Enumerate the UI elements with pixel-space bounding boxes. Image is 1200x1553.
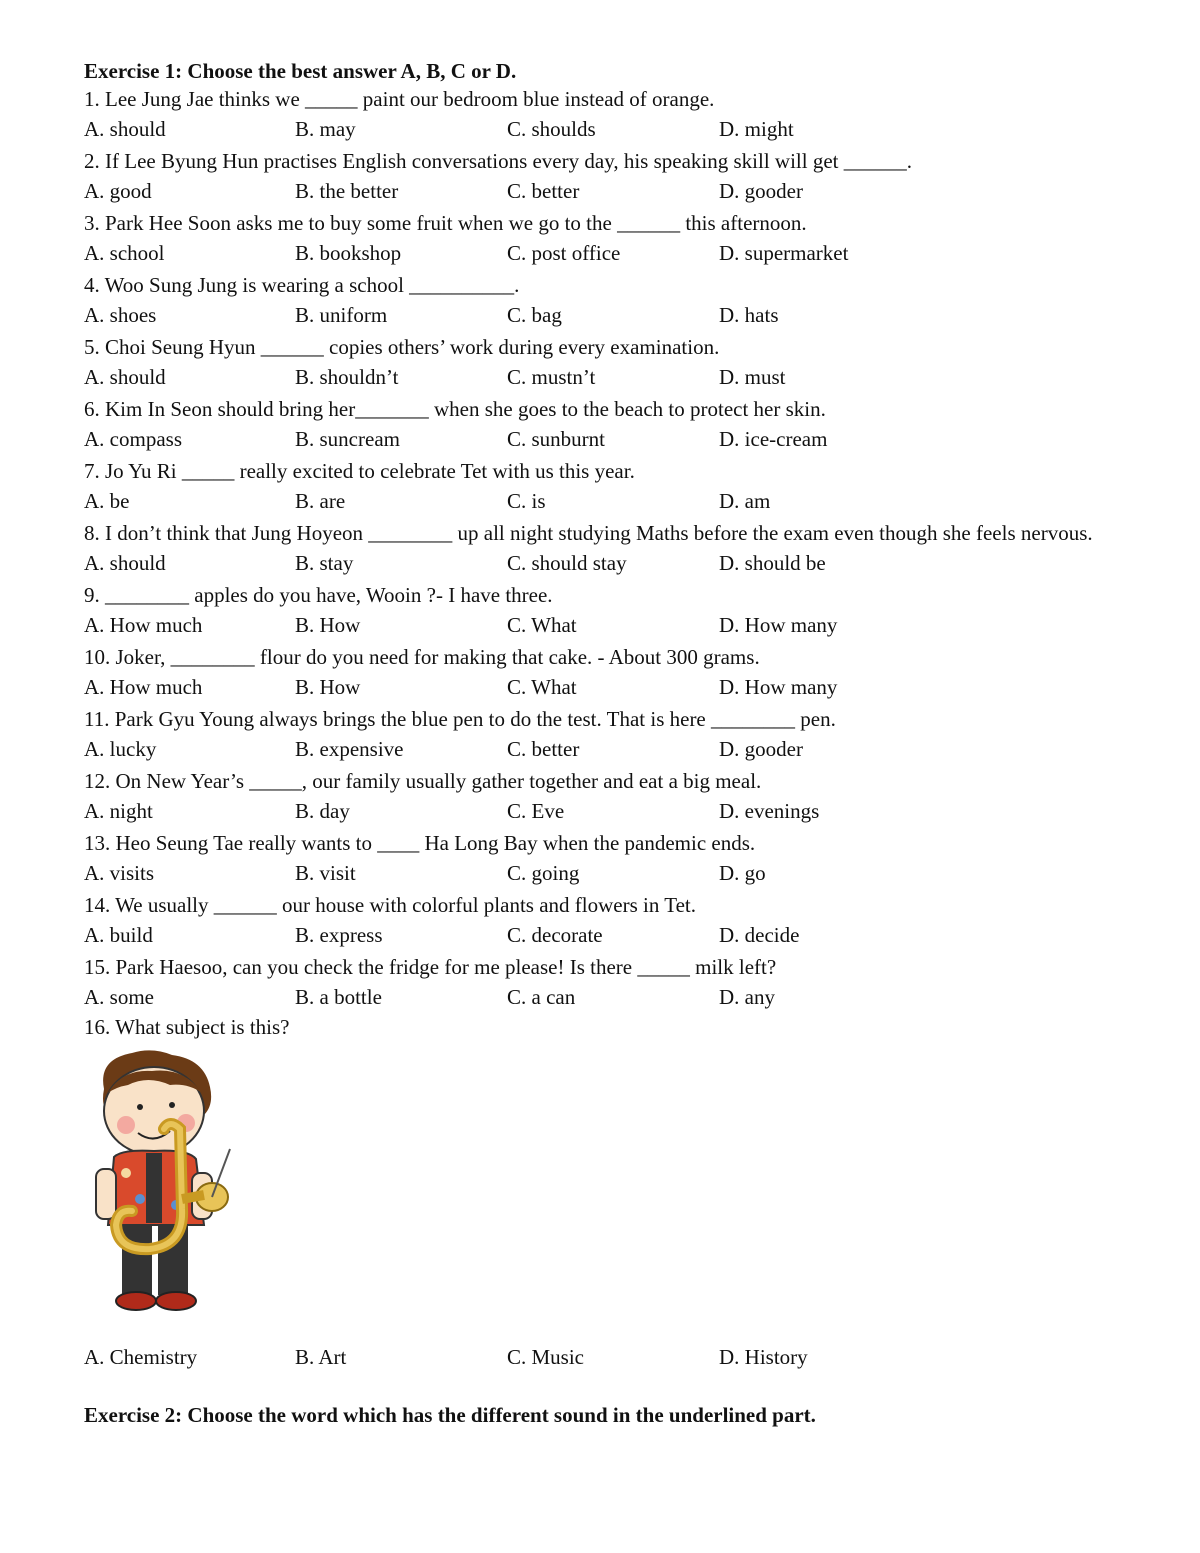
option-d[interactable]: D. gooder <box>719 737 803 761</box>
question-8-options <box>84 547 1134 580</box>
question-6-options <box>84 423 1134 456</box>
option-a[interactable]: A. night <box>84 799 153 823</box>
question-15-options <box>84 981 1134 1014</box>
exercise1-heading: Exercise 1: Choose the best answer A, B, C or D. <box>84 59 517 83</box>
option-b[interactable]: B. expensive <box>295 737 404 761</box>
option-c[interactable]: C. should stay <box>507 551 627 575</box>
exercise2-heading: Exercise 2: Choose the word which has the different sound in the underlined part. <box>84 1403 816 1427</box>
option-a[interactable]: A. school <box>84 241 165 265</box>
question-12: 12. On New Year’s _____, our family usually gather together and eat a big meal. <box>84 769 762 793</box>
option-a[interactable]: A. should <box>84 551 166 575</box>
option-c[interactable]: C. What <box>507 675 577 699</box>
question-11: 11. Park Gyu Young always brings the blue pen to do the test. That is here ________ pen. <box>84 707 836 731</box>
question-4: 4. Woo Sung Jung is wearing a school __________. <box>84 273 520 297</box>
option-a[interactable]: A. lucky <box>84 737 157 761</box>
question-6: 6. Kim In Seon should bring her_______ when she goes to the beach to protect her skin. <box>84 397 826 421</box>
option-d[interactable]: D. should be <box>719 551 826 575</box>
question-7: 7. Jo Yu Ri _____ really excited to celebrate Tet with us this year. <box>84 459 635 483</box>
option-d[interactable]: D. ice-cream <box>719 427 828 451</box>
option-a[interactable]: A. some <box>84 985 154 1009</box>
question-9-options <box>84 609 1134 642</box>
option-c[interactable]: C. is <box>507 489 546 513</box>
option-a[interactable]: A. good <box>84 179 152 203</box>
option-c[interactable]: C. post office <box>507 241 621 265</box>
question-list <box>84 86 1134 1014</box>
option-c[interactable]: C. better <box>507 737 580 761</box>
option-a[interactable]: A. shoes <box>84 303 157 327</box>
option-d[interactable]: D. decide <box>719 923 800 947</box>
question-16-image <box>84 1041 1134 1331</box>
question-12-options <box>84 795 1134 828</box>
question-2: 2. If Lee Byung Hun practises English conversations every day, his speaking skill will get ______. <box>84 149 912 173</box>
option-a[interactable]: A. compass <box>84 427 182 451</box>
option-d[interactable]: D. am <box>719 489 771 513</box>
question-13: 13. Heo Seung Tae really wants to ____ Ha Long Bay when the pandemic ends. <box>84 831 756 855</box>
option-c[interactable]: C. decorate <box>507 923 603 947</box>
option-b[interactable]: B. How <box>295 675 361 699</box>
option-d[interactable]: D. evenings <box>719 799 820 823</box>
option-c[interactable]: C. mustn’t <box>507 365 596 389</box>
question-2-options <box>84 175 1134 208</box>
question-11-options <box>84 733 1134 766</box>
question-4-options <box>84 299 1134 332</box>
question-14: 14. We usually ______ our house with colorful plants and flowers in Tet. <box>84 893 696 917</box>
question-9: 9. ________ apples do you have, Wooin ?- I have three. <box>84 583 553 607</box>
option-d[interactable]: D. go <box>719 861 766 885</box>
option-c[interactable]: C. shoulds <box>507 117 596 141</box>
question-1-options <box>84 113 1134 146</box>
question-3-options <box>84 237 1134 270</box>
option-a[interactable]: A. build <box>84 923 153 947</box>
question-7-options <box>84 485 1134 518</box>
option-b[interactable]: B. shouldn’t <box>295 365 399 389</box>
question-15: 15. Park Haesoo, can you check the fridge for me please! Is there _____ milk left? <box>84 955 777 979</box>
option-d[interactable]: D. any <box>719 985 775 1009</box>
option-b[interactable]: B. express <box>295 923 383 947</box>
option-b[interactable]: B. stay <box>295 551 354 575</box>
option-c[interactable]: C. sunburnt <box>507 427 606 451</box>
option-d[interactable]: D. History <box>719 1345 808 1369</box>
option-c[interactable]: C. a can <box>507 985 576 1009</box>
option-b[interactable]: B. visit <box>295 861 356 885</box>
option-b[interactable]: B. bookshop <box>295 241 402 265</box>
option-b[interactable]: B. are <box>295 489 346 513</box>
boy-saxophone-icon <box>92 1049 242 1321</box>
question-10: 10. Joker, ________ flour do you need for making that cake. - About 300 grams. <box>84 645 760 669</box>
question-5: 5. Choi Seung Hyun ______ copies others’ work during every examination. <box>84 335 720 359</box>
option-b[interactable]: B. Art <box>295 1345 347 1369</box>
option-d[interactable]: D. supermarket <box>719 241 849 265</box>
option-d[interactable]: D. How many <box>719 675 838 699</box>
option-d[interactable]: D. must <box>719 365 786 389</box>
option-a[interactable]: A. should <box>84 117 166 141</box>
option-c[interactable]: C. What <box>507 613 577 637</box>
option-b[interactable]: B. day <box>295 799 350 823</box>
question-3: 3. Park Hee Soon asks me to buy some fruit when we go to the ______ this afternoon. <box>84 211 807 235</box>
option-d[interactable]: D. might <box>719 117 794 141</box>
option-b[interactable]: B. may <box>295 117 356 141</box>
option-b[interactable]: B. How <box>295 613 361 637</box>
question-8: 8. I don’t think that Jung Hoyeon ________ up all night studying Maths before the exam even though she feels nervous. <box>84 521 1093 545</box>
option-a[interactable]: A. How much <box>84 675 203 699</box>
option-b[interactable]: B. uniform <box>295 303 388 327</box>
option-d[interactable]: D. How many <box>719 613 838 637</box>
option-d[interactable]: D. hats <box>719 303 779 327</box>
option-b[interactable]: B. suncream <box>295 427 400 451</box>
question-13-options <box>84 857 1134 890</box>
option-c[interactable]: C. going <box>507 861 580 885</box>
option-c[interactable]: C. Music <box>507 1345 585 1369</box>
question-14-options <box>84 919 1134 952</box>
option-a[interactable]: A. visits <box>84 861 155 885</box>
option-a[interactable]: A. be <box>84 489 130 513</box>
question-5-options <box>84 361 1134 394</box>
option-c[interactable]: C. Eve <box>507 799 565 823</box>
option-b[interactable]: B. a bottle <box>295 985 382 1009</box>
option-a[interactable]: A. Chemistry <box>84 1345 198 1369</box>
worksheet <box>84 56 1134 1430</box>
question-16-options <box>84 1341 1134 1374</box>
question-10-options <box>84 671 1134 704</box>
option-b[interactable]: B. the better <box>295 179 399 203</box>
question-1: 1. Lee Jung Jae thinks we _____ paint our bedroom blue instead of orange. <box>84 87 715 111</box>
question-16: 16. What subject is this? <box>84 1015 290 1039</box>
option-a[interactable]: A. should <box>84 365 166 389</box>
option-a[interactable]: A. How much <box>84 613 203 637</box>
option-c[interactable]: C. better <box>507 179 580 203</box>
option-d[interactable]: D. gooder <box>719 179 803 203</box>
option-c[interactable]: C. bag <box>507 303 562 327</box>
